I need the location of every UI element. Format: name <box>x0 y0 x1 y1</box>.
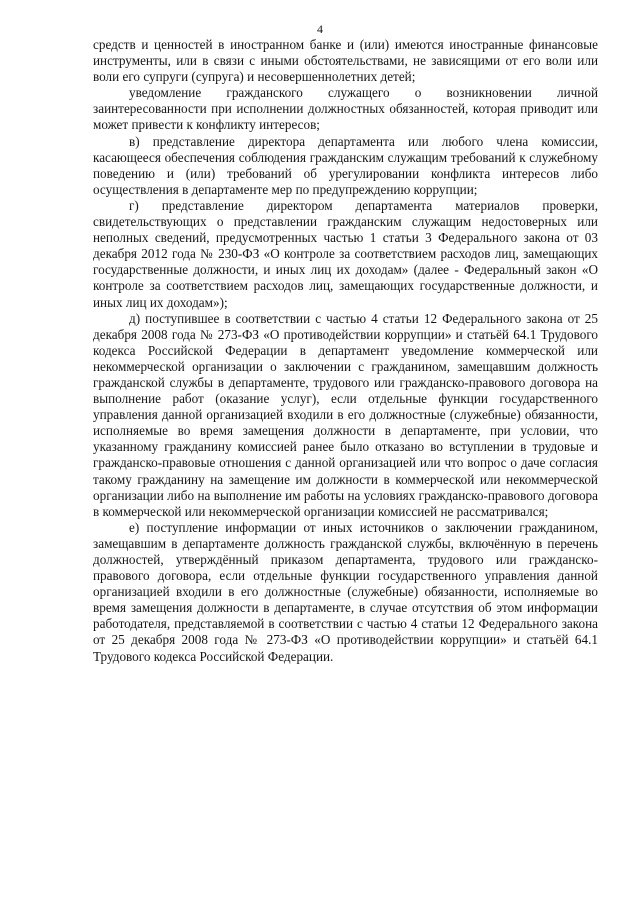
paragraph-item-v: в) представление директора департамента или любого члена комиссии, касающееся обеспечения соблюдения гражданским служащим требований к служебному поведению и (или) требований об урегулировании конфликта интересов либо осуществления в департаменте мер по предупреждению коррупции; <box>93 133 598 197</box>
paragraph-item-e: е) поступление информации от иных источников о заключении гражданином, замещавшим в департаменте должность гражданской службы, включённую в перечень должностей, утверждённый приказом департамента, трудового или гражданско-правового договора, если отдельные функции государственного управления данной организацией входили в его должностные (служебные) обязанности, исполняемые во время замещения должности в департаменте, в случае отсутствия об этом информации работодателя, представляемой в соответствии с частью 4 статьи 12 Федерального закона от 25 декабря 2008 года № 273-ФЗ «О противодействии коррупции» и статьёй 64.1 Трудового кодекса Российской Федерации. <box>93 519 598 664</box>
paragraph-continuation: средств и ценностей в иностранном банке и (или) имеются иностранные финансовые инструменты, или в связи с иными обстоятельствами, не зависящими от его воли или воли его супруги (супруга) и несовершеннолетних детей; <box>93 37 598 85</box>
paragraph-item-g: г) представление директором департамента материалов проверки, свидетельствующих о представлении гражданским служащим недостоверных или неполных сведений, предусмотренных частью 1 статьи 3 Федерального закона от 03 декабря 2012 года № 230-ФЗ «О контроле за соответствием расходов лиц, замещающих государственные должности, и иных лиц их доходам» (далее - Федеральный закон «О контроле за соответствием расходов лиц, замещающих государственные должности, и иных лиц их доходам»); <box>93 197 598 310</box>
paragraph-item-d: д) поступившее в соответствии с частью 4 статьи 12 Федерального закона от 25 декабря 2008 года № 273-ФЗ «О противодействии коррупции» и статьёй 64.1 Трудового кодекса Российской Федерации в департамент уведомление коммерческой или некоммерческой организации о заключении с гражданином, замещавшим должность гражданской службы в департаменте, трудового или гражданско-правового договора на выполнение работ (оказание услуг), если отдельные функции государственного управления данной организацией входили в его должностные (служебные) обязанности, исполняемые во время замещения должности в департаменте, при условии, что указанному гражданину комиссией ранее было отказано во вступлении в трудовые и гражданско-правовые отношения с данной организацией или что вопрос о даче согласия такому гражданину на замещение им должности в коммерческой или некоммерческой организации либо на выполнение им работы на условиях гражданско-правового договора в коммерческой или некоммерческой организации комиссией не рассматривался; <box>93 310 598 519</box>
document-body <box>93 37 598 665</box>
paragraph-notification-conflict: уведомление гражданского служащего о возникновении личной заинтересованности при исполнении должностных обязанностей, которая приводит или может привести к конфликту интересов; <box>93 85 598 133</box>
page-number: 4 <box>317 22 323 36</box>
